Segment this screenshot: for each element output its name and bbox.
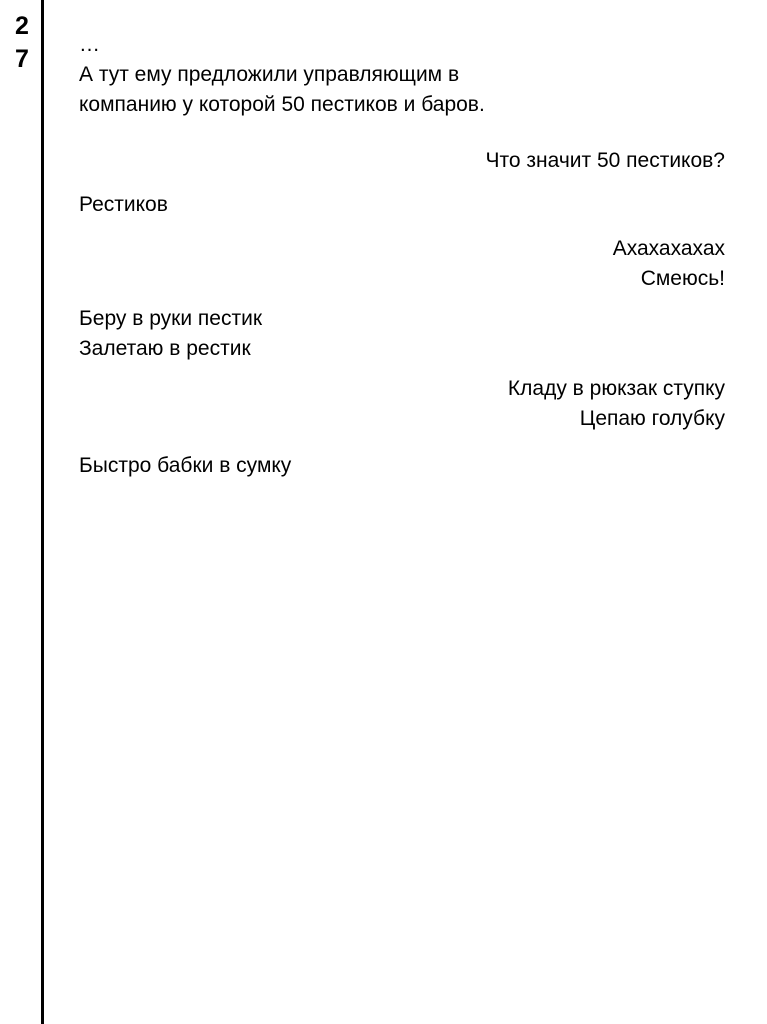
page-number-digit: 2 xyxy=(15,12,29,40)
message-left xyxy=(79,190,725,220)
message-line: Смеюсь! xyxy=(640,267,725,290)
message-line: Что значит 50 пестиков? xyxy=(485,149,725,172)
message-line: Беру в руки пестик xyxy=(79,307,263,330)
message-line: Быстро бабки в сумку xyxy=(79,454,292,477)
message-line: Рестиков xyxy=(79,193,168,216)
page-number-digit: 7 xyxy=(15,45,29,73)
message-line: Ахахахахах xyxy=(612,237,725,260)
message-line: А тут ему предложили управляющим в xyxy=(79,63,460,86)
message-left xyxy=(79,304,725,364)
message-left xyxy=(79,30,725,120)
margin-divider xyxy=(41,0,44,1024)
page-number xyxy=(11,10,33,76)
message-right xyxy=(79,146,725,176)
message-left xyxy=(79,451,725,481)
message-line: … xyxy=(79,33,100,56)
message-list xyxy=(79,30,725,481)
message-line: Цепаю голубку xyxy=(579,407,725,430)
message-line: компанию у которой 50 пестиков и баров. xyxy=(79,93,485,116)
message-line: Кладу в рюкзак ступку xyxy=(507,377,725,400)
message-right xyxy=(79,234,725,294)
message-line: Залетаю в рестик xyxy=(79,337,251,360)
message-right xyxy=(79,374,725,434)
